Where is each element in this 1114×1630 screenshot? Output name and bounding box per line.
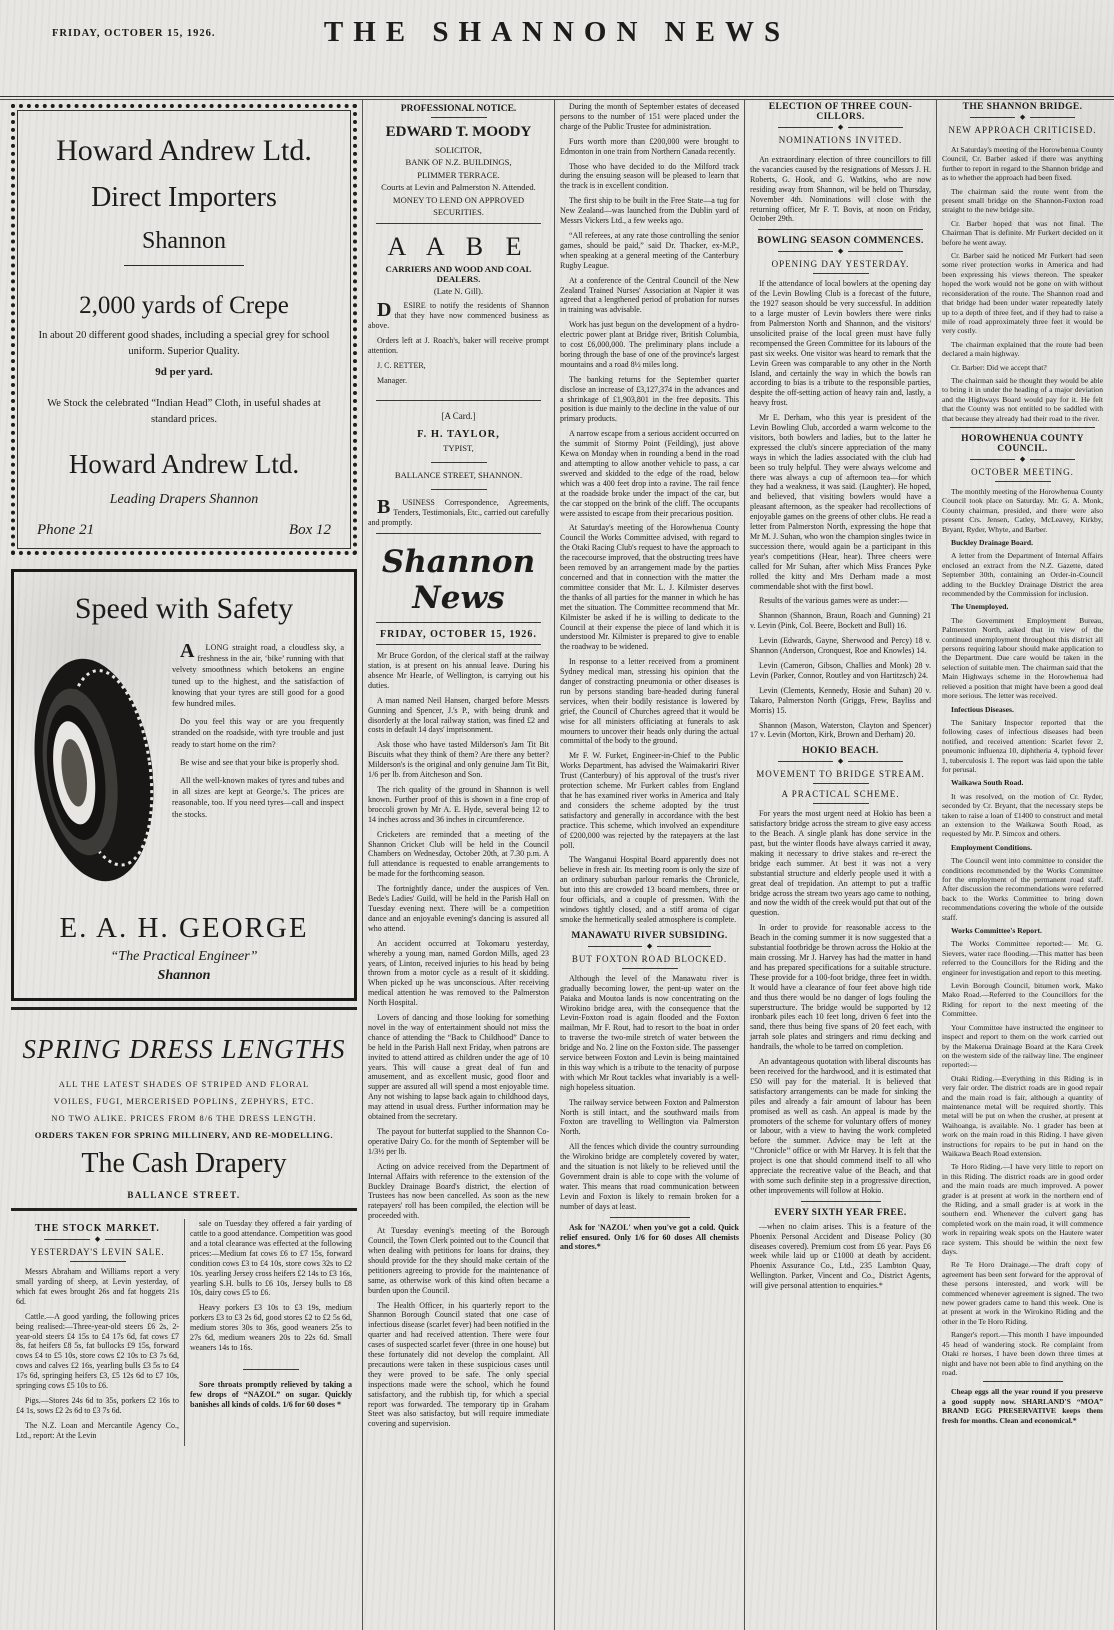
aabe-trade: CARRIERS AND WOOD AND COAL DEALERS. — [385, 263, 532, 284]
article-paragraph: The railway service between Foxton and Palmerston North is still intact, and the southward mails from Foxton are travelling to Wellington via Palmerston North. — [560, 1097, 739, 1137]
article-paragraph: Heavy porkers £3 10s to £3 19s, medium porkers £3 to £3 2s 6d, good stores £2 to £2 5s 6d, medium stores 30s to 36s, good weaners 25s to 27s 6d, medium weaners 20s to 22s 6d. Small weaners 14s to 16s. — [190, 1303, 352, 1352]
aabe-signature-role: Manager. — [377, 375, 407, 385]
news-paragraph: Ask those who have tasted Milderson's Jam Tit Bit Biscuits what they think of them? Are there any better? Milderson's is the original and only genuine Jam Tit Bit, 1/6 per lb. from Aitcheson and Son. — [368, 740, 549, 780]
ad-tagline: Leading Drapers Shannon — [109, 492, 259, 508]
section-heading: Works Committee's Report. — [951, 926, 1042, 936]
section-heading: Employment Conditions. — [951, 842, 1033, 852]
news-paragraph: At Saturday's meeting of the Horowhenua County Council the Works Committee advised, with regard to the Otaki Racing Club's request to have the approach to the racecourse improved, that the obstructing trees have been removed by an arrangement made by the parties concerned and that in connection with the matter the committee consider that Mr. L. J. Kilmister deserves the thanks of all parties for the manner in which he has met the situation. The Committee recommend that Mr. Kilmister be asked if he is willing to dedicate to the Council at their expense the piece of land which it is understood Mr. Kilmister is prepared to give to enable the roadway to be widened. — [560, 523, 739, 652]
short-rule — [813, 803, 869, 804]
shannon-news-masthead: Shannon News — [381, 544, 536, 617]
article-paragraph: An advantageous quotation with liberal discounts has been received for the hardwood, and it is estimated that £50 will pay for the material. It is believed that satisfactory arrangements can be made for sinking the piles and already a fair amount of labour has been promised as well as cash. An appeal is made by the promoters of the scheme for voluntary offers of money or labour, with a view to having the work completed before the summer. Advice may be left at the ‘‘Chronicle’’ office or with Mr Harvey. It is felt that the project is one that should commend itself to all who appreciate the recreative value of the Beach, and that with some such definite step in a progressive direction, other improvements will follow at Hokio. — [750, 1057, 931, 1195]
article-paragraph: Your Committee have instructed the engineer to inspect and report to them on the work carried out by the Makerua Drainage Board at the Kara Creek on the western side of the railway line. The engineer reported:— — [942, 1022, 1103, 1070]
column-3 — [554, 100, 744, 1630]
short-rule — [813, 273, 869, 274]
news-paragraph: An accident occurred at Tokomaru yesterday, whereby a young man, named Gordon Mills, aged 23 years, of Linton, received injuries to his head by being thrown from a motor cycle as a result of it skidding. When picked up he was unconscious. After receiving medical attention he was removed to the Palmerston North Hospital. — [368, 938, 549, 1008]
ad-line-bold: ORDERS TAKEN FOR SPRING MILLINERY, AND RE-MODELLING. — [34, 1130, 334, 1141]
rule — [376, 622, 541, 623]
section-heading: Infectious Diseases. — [951, 704, 1014, 714]
ad-subheadline: Direct Importers — [91, 182, 277, 213]
ad-line: ALL THE LATEST SHADES OF STRIPED AND FLORAL — [58, 1079, 310, 1090]
ad-copy — [172, 642, 344, 902]
match-result: Shannon (Shannon, Braun, Roach and Gunning) 21 v. Levin (Pink, Col. Beere, Bockett and Bull) 16. — [750, 611, 931, 631]
article-heading: ELECTION OF THREE COUN-CILLORS. — [768, 102, 913, 122]
news-paragraph: The fortnightly dance, under the auspices of Ven. Bede's Ladies' Guild, will be held in the Parish Hall on Tuesday evening next. There will be a competition dance and an enjoyable evening's dancing is assured all who attend. — [368, 884, 549, 933]
news-paragraph: Cricketers are reminded that a meeting of the Shannon Cricket Club will be held in the Council Chambers on Wednesday, October 20th, at 7.30 p.m. A full attendance is requested to enable arrangements to be made for the forthcoming season. — [368, 829, 549, 879]
ad-line: VOILES, FUGI, MERCERISED POPLINS, ZEPHYRS, ETC. — [53, 1096, 315, 1107]
news-paragraph: Furs worth more than £200,000 were brought to Edmonton in one train from Northern Canada recently. — [560, 136, 739, 156]
short-rule — [431, 489, 487, 490]
article-paragraph: It was resolved, on the motion of Cr. Ryder, seconded by Cr. Bryant, that the necessary steps be taken to raise a loan of £1400 to construct and metal an extension to the Waikawa South Road, as requested by Mr. P. Simcox and others. — [942, 791, 1103, 839]
ornament-divider — [970, 114, 1075, 121]
article-subheading: OCTOBER MEETING. — [971, 466, 1074, 477]
advertiser-location: Shannon — [157, 968, 211, 984]
article-paragraph: All the fences which divide the country surrounding the Wirokino bridge are completely covered by water, and the situation is not likely to be relieved until the Government drain is able to cope with the volume of water. This means that road communication between Levin and Foxton is likely to remain broken for a number of days at least. — [560, 1142, 739, 1211]
advertiser-name: The Cash Drapery — [81, 1148, 287, 1180]
box-number: Box 12 — [288, 522, 331, 539]
column-1 — [6, 100, 362, 1630]
short-rule — [622, 968, 678, 969]
ad-paragraph: All the well-known makes of tyres and tubes and in all sizes are kept at George.'s. The prices are reasonable, too. If you need tyres—call and inspect the stocks. — [172, 775, 344, 819]
stock-subcolumn-left — [11, 1219, 184, 1446]
column-grid — [6, 100, 1108, 1630]
rule — [376, 223, 541, 224]
column-5 — [936, 100, 1108, 1630]
article-subheading: BUT FOXTON ROAD BLOCKED. — [571, 953, 728, 964]
ornament-divider — [778, 248, 903, 255]
news-paragraph: Mr Bruce Gordon, of the clerical staff at the railway station, is at present on his annual leave. During his absence Mr Hearle, of Wellington, is carrying out his duties. — [368, 651, 549, 690]
short-rule — [813, 783, 869, 784]
section-heading: Waikawa South Road. — [951, 778, 1024, 788]
notice-line: SOLICITOR, — [435, 145, 482, 155]
advertiser-address: BALLANCE STREET. — [127, 1190, 241, 1201]
article-paragraph: The N.Z. Loan and Mercantile Agency Co., Ltd., report: At the Levin — [16, 1420, 179, 1440]
news-paragraph: In response to a letter received from a prominent Sydney medical man, stressing his opinion that the danger of constracting pneumonia or other diseases is run by persons standing bare-headed during funeral services, when their bodily resistance is lowered by grief, the Council of Churches agreed that it would be wise for all ministers officiating at funerals to ask mourners to uncover their heads only during the actual committal of the body to the ground. — [560, 657, 739, 746]
stock-market-section — [11, 1219, 357, 1446]
short-rule — [983, 1381, 1063, 1382]
news-paragraph: Those who have decided to do the Milford track during the ensuing season will be pleased to learn that the track is in excellent condition. — [560, 161, 739, 191]
phoenix-ad-heading: EVERY SIXTH YEAR FREE. — [774, 1207, 907, 1218]
article-subheading: MOVEMENT TO BRIDGE STREAM. — [756, 769, 925, 780]
aabe-ad-name: A A B E — [387, 231, 530, 261]
article-paragraph: Te Horo Riding.—I have very little to report on in this Riding. The district roads are in good order and the main roads are much improved. A power grader is at present at work in the northern end of the Riding, and a small grader is at work in the southern end. Whenever the culvert gang has completed work on the main road, it will commence work in repairing weak spots on the Hautere water race system. This should be within the next few days. — [942, 1162, 1103, 1257]
news-paragraph: The Health Officer, in his quarterly report to the Shannon Borough Council stated that one case of infectious disease (scarlet fever) had been notified in the quarter and had received attention. There were four cases of suspected scarlet fever (three in one house) but these fortunately did not develop the complaint. All precautions were taken in these suspicious cases until they were proved to be safe. The only special inspections made were the school, which he found satisfactory, and the rubbish tip, for which a special report was forwarded. The temporary tip in Graham Steet was also satisfactoy, but will require immediate covering and supervision. — [368, 1300, 549, 1429]
article-subheading: OPENING DAY YESTERDAY. — [771, 259, 910, 270]
advertiser-tagline: “The Practical Engineer” — [110, 949, 258, 965]
ad-headline: SPRING DRESS LENGTHS — [22, 1034, 346, 1065]
phoenix-ad-body: —when no claim arises. This is a feature of the Phoenix Personal Accident and Disease Policy (30 diseases covered). Premium cost from £6 year. Pays £6 week while laid up or £1000 at death by accident. Phoenix Assurance Co., Ltd., 235 Lambton Quay, Wellington. Parker, Vincent and Co., District Agents, will give personal attention to enquiries.* — [750, 1221, 931, 1291]
advertiser-name: E. A. H. GEORGE — [59, 912, 309, 945]
nazol-ad: Sore throats promptly relieved by taking a few drops of “NAZOL” on sugar. Quickly banishes all kinds of colds. 1/6 for 60 doses * — [190, 1379, 352, 1409]
indian-head-cloth: We Stock the celebrated “Indian Head” Cloth, in useful shades at standard prices. — [47, 397, 321, 426]
article-subheading: YESTERDAY'S LEVIN SALE. — [30, 1247, 165, 1258]
section-heading: Buckley Drainage Board. — [951, 538, 1034, 547]
crepe-offer: 2,000 yards of Crepe — [79, 292, 289, 319]
article-heading: THE SHANNON BRIDGE. — [962, 102, 1083, 112]
news-paragraph: The first ship to be built in the Free State—a tug for New Zealand—was launched from the Dublin yard of Messrs Vickers Ltd., a few weeks ago. — [560, 196, 739, 226]
article-heading: HOKIO BEACH. — [802, 746, 879, 757]
ad-location: Shannon — [142, 228, 226, 254]
article-paragraph: Although the level of the Manawatu river is gradually becoming lower, the pent-up water on the Paiaka and Moutoa lands is now concentrating on the Wirokino bridge area, with the consequence that the Levin-Foxton road is again flooded and the Foxton mailman, Mr F. Rout, had to resort to the boat in order to traverse the two-mile stretch of water between the bridge and No. 2 line on the Foxton side. The passenger service between Foxton and Levin is being maintained in this way which is a tribute to the tenacity of purpose with which Mr Rout tackles what invariably is a well-nigh hopeless situation. — [560, 973, 739, 1092]
stock-subcolumn-right — [184, 1219, 357, 1446]
ornament-divider — [970, 456, 1075, 463]
edition-date: FRIDAY, OCTOBER 15, 1926. — [380, 629, 537, 641]
news-paragraph: The banking returns for the September quarter disclose an increase of £3,127,374 in the advances and a shrinkage of £1,903,801 in the free deposits. This position is due mainly to the decline in the value of our primary products. — [560, 374, 739, 424]
george-tyre-ad — [11, 569, 357, 1001]
article-paragraph: The Council went into committee to consider the conditions recommended by the Works Committee for the employment of the permanent road staff. After discussion the recommendations were referred back to the Works Committee to bring down recommendations covering the whole of the outside staff. — [942, 856, 1103, 922]
short-rule — [431, 462, 487, 463]
short-rule — [995, 139, 1051, 140]
aabe-former: (Late N. Gill). — [433, 285, 484, 296]
contact-row — [29, 522, 339, 541]
ad-divider — [124, 265, 244, 266]
business-notice: BUSINESS Correspondence, Agreements, Tenders, Testimonials, Etc., carried out carefully and promptly. — [368, 496, 549, 528]
phone-number: Phone 21 — [37, 522, 95, 539]
ornament-divider — [588, 943, 711, 950]
article-paragraph: The chairman said he thought they would be able to bring it in under the heading of a major deviation and the Highways Board would pay for it. He felt that the County was not entitled to be saddled with that because they already had their road to the river. — [942, 375, 1103, 423]
article-paragraph: Cr. Barber hoped that was not final. The Chairman That is definite. Mr Furkert decided on it before he went away. — [942, 218, 1103, 247]
results-intro: Results of the various games were as under:— — [759, 596, 908, 606]
article-heading: THE STOCK MARKET. — [35, 1223, 160, 1235]
column-2 — [362, 100, 554, 1630]
cash-drapery-ad — [11, 1020, 357, 1200]
article-paragraph: Mr E. Derham, who this year is president of the Levin Bowling Club, accorded a warm welcome to the visitors, both bowlers and ladies, but to the latter he expressed the club's sincere appreciation of the many ways in which the ladies associated with the club had been so truly helpful. They were always welcome and there was always a cup of afternoon tea—for which they had a weakness, it was said. (Laughter). He hoped, and believed, that visiting bowlers would have a pleasant afternoon, as the speaker had recollections of enjoyable games on the greens of other clubs. He read a letter from Palmerston North, expressing the hope that Mr M. J. Suhan, who won the champion singles twice in succession there, would again be a participant in this year's competitions (Hear, hear). Three cheers were called for Mr Suhan, after which Miss Frances Pyke rolled the kitty and Mrs Derham made a most commendable shot with the first bowl. — [750, 413, 931, 591]
news-paragraph: A narrow escape from a serious accident occurred on the summit of Stormy Point (Feilding), just above Kewa on Monday when in rounding a bend in the road and attempting to allow another vehicle to pass, a car swerved and skidded to the edge of the road, below which was a 400 feet drop into a ravine. The rail fence at the roadside broke under the impact of the car, but the car stopped on the brink of the cliff. The occupants were assisted to escape from their precarious position. — [560, 429, 739, 518]
card-tag: [A Card.] — [441, 410, 476, 421]
egg-preservative-ad: Cheap eggs all the year round if you preserve a good supply now. SHARLAND'S “MOA” BRAND EGG PRESERVATIVE keeps them fresh for months. Clean and economical.* — [942, 1387, 1103, 1425]
ad-paragraph: Do you feel this way or are you frequently stranded on the roadside, with tyre trouble and just ready to start home on the rim? — [172, 717, 344, 749]
article-paragraph: The monthly meeting of the Horowhenua County Council took place on Saturday. Mr. G. A. Monk, County chairman, presided, and there were also present Crs. Jensen, Catley, McLeavey, Kirkby, Bryant, Ryder, Whyte, and Barber. — [942, 486, 1103, 534]
article-heading: HOROWHENUA COUNTY COUNCIL. — [961, 433, 1084, 454]
article-subheading: A PRACTICAL SCHEME. — [781, 789, 900, 800]
rule — [758, 229, 923, 230]
article-paragraph: Ranger's report.—This month I have impounded 45 head of wandering stock. Re complaint from Otaki re horses, I have been down three times at night and have not been able to find anything on the road. — [942, 1330, 1103, 1377]
column-4 — [744, 100, 936, 1630]
solicitor-name: EDWARD T. MOODY — [385, 124, 532, 140]
article-paragraph: If the attendance of local bowlers at the opening day of the Levin Bowling Club is a forecast of the future, the 1927 season should be very successful. In addition to a large muster of Levin bowlers there were rinks from Palmerston North and Shannon, and the visitors' unsolicited praise of the local green must have fully recompensed the Green Committee for its labours of the past six weeks. One visitor was heard to remark that the Levin Green was comparable to any other in the North Island, and certainly the way in which the bowls ran according to bias is a tribute to the responsible parties, despite the off-setting action of heavy rain and, lastly, a heavy frost. — [750, 279, 931, 408]
typist-name: F. H. TAYLOR, — [417, 428, 500, 440]
ornament-divider — [778, 124, 903, 131]
aabe-body: Orders left at J. Roach's, baker will receive prompt attention. — [368, 335, 549, 355]
crepe-price: 9d per yard. — [155, 365, 213, 378]
notice-line: PLIMMER TERRACE. — [417, 169, 500, 180]
aabe-body: DESIRE to notify the residents of Shannon that they have now commenced business as above. — [368, 299, 549, 330]
news-paragraph: The Wanganui Hospital Board apparently does not believe in fresh air. Its meeting room is only the size of an ordinary suburban parlour remarks the Chronicle, but into this are crowded 13 board members, three or four officials, and a couple of pressmen. With the windows tightly closed, and a stiff aroma of cigar smoke the hermetically sealed atmosphere is complete. — [560, 855, 739, 924]
rule — [376, 400, 541, 401]
section-rule — [11, 1007, 357, 1010]
typist-role: TYPIST, — [443, 442, 474, 453]
notice-line: BANK OF N.Z. BUILDINGS, — [405, 157, 512, 168]
article-paragraph: A letter from the Department of Internal Affairs enclosed an extract from the N.Z. Gazette, dated September 30th, containing an Order-in-Council adding to the Buckley Drainage District the area recommended by the Commission for inclusion. — [942, 551, 1103, 599]
rule — [376, 533, 541, 534]
section-heading: The Unemployed. — [951, 602, 1009, 612]
ornament-divider — [778, 758, 903, 765]
crepe-detail: In about 20 different good shades, including a special grey for school uniform. Superior Quality. — [38, 330, 330, 357]
news-paragraph: At Tuesday evening's meeting of the Borough Council, the Town Clerk pointed out to the Council that when dealing with petitions for loans for drains, they should provide for the they should make certain of the petitioners agreeing to provide for the maintenance of same, as otherwise work of this kind often became a burden upon the Council. — [368, 1226, 549, 1295]
news-paragraph: During the month of September estates of deceased persons to the number of 151 were placed under the charge of the Public Trustee for administration. — [560, 102, 739, 131]
rule — [376, 644, 541, 645]
ad-headline: Speed with Safety — [74, 592, 294, 626]
ornament-divider — [44, 1236, 151, 1243]
howard-andrew-ad — [11, 104, 357, 555]
short-rule — [801, 1201, 881, 1202]
article-paragraph: Cr. Barber said he noticed Mr Furkert had seen some river protection works in America and had been expressing his views thereon. The speaker hoped the work would not be gone on with without reconsideration of the route. The Shannon road and that bridge had been under water repeatedly lately up to a depth of three feet, and if they had to raise a mile of road approximately three feet it would be very costly. — [942, 251, 1103, 336]
nazol-ad: Ask for 'NAZOL' when you've got a cold. Quick relief ensured. Only 1/6 for 60 doses All chemists and stores.* — [560, 1222, 739, 1252]
short-rule — [431, 117, 487, 118]
match-result: Levin (Cameron, Gibson, Challies and Monk) 28 v. Levin (Parker, Connor, Routley and von Hartitzsch) 24. — [750, 660, 931, 680]
notice-line: Courts at Levin and Palmerston N. Attended. — [381, 182, 536, 193]
news-paragraph: The payout for butterfat supplied to the Shannon Co-operative Dairy Co. for the month of September will be 1/3½ per lb. — [368, 1127, 549, 1156]
article-subheading: NEW APPROACH CRITICISED. — [948, 125, 1097, 135]
news-paragraph: A man named Neil Hansen, charged before Messrs Gunning and Spencer, J.'s P., with being drunk and disorderly at the local railway station, was fined £2 and costs in default 14 days' imprisonment. — [368, 695, 549, 735]
aabe-signature: J. C. RETTER, — [377, 360, 426, 370]
match-result: Levin (Clements, Kennedy, Hosie and Suhan) 20 v. Takaro, Palmerston North (Griggs, Frew, Bayliss and Morris) 15. — [750, 685, 931, 715]
article-paragraph: The Government Employment Bureau, Palmerston North, asked that in view of the continued unemployment throughout this district all persons requiring labour should make application to the Department. Due care would be taken in the selection of suitable men. The chairman said that the Main Highways scheme in the Horowhenua had relieved a position that might have been a good deal more serious. The letter was received. — [942, 615, 1103, 701]
news-paragraph: Lovers of dancing and those looking for something novel in the way of entertainment should not miss the chance of attending the “Back to Childhood” Dance to be held in the Parish Hall next Friday, when patrons are invited to attend attired as children under the age of 10 years. This will cause a great deal of fun and amusement, and as excellent music, good floor and supper are assured all will spend a most enjoyable time. Any not wishing to lapse back again to childhood days, may attend in usual dress. Further information may be obtained from the secretary. — [368, 1013, 549, 1122]
ad-headline: Howard Andrew Ltd. — [56, 134, 312, 167]
rule — [950, 427, 1095, 428]
article-paragraph: sale on Tuesday they offered a fair yarding of cattle to a good attendance. Competition was good and a total clearance was effected at the following prices:—Medium fat cows £6 to £7 15s, forward condition cows £3 to £4 10s, store cows 32s to £2 10s. yearling Jersey cross heifers £2 14s to £3 16s, yearling S.H. bulls to £6 10s, Jersey bulls to £8 10s, dairy cows £5 to £6. — [190, 1219, 352, 1298]
notice-line: MONEY TO LEND ON APPROVED SECURITIES. — [392, 194, 525, 218]
masthead — [0, 14, 1114, 100]
news-paragraph: Mr F. W. Furket, Engineer-in-Chief to the Public Works Department, has advised the Waimakariri River Trust (Canterbury) of his approval of the trust's river protection scheme. Mr Furkert cables from England that he has examined river works in America and Italy and considers the scheme adopted by the trust satisfactory and generally in accordance with the best practice. This scheme, which involved an expenditure of £200,000 was rejected by the ratepayers at the last poll. — [560, 751, 739, 850]
short-rule — [813, 149, 869, 150]
article-paragraph: Re Te Horo Drainage.—The draft copy of agreement has been sent forward for the approval of these persons interested, and work will be commenced whenever agreement is signed. The two new power graders came to hand this week. One is at present at work in the Wirokino Riding and the other in the Te Horo Riding. — [942, 1260, 1103, 1326]
article-heading: BOWLING SEASON COMMENCES. — [757, 236, 924, 247]
issue-date: FRIDAY, OCTOBER 15, 1926. — [52, 28, 216, 39]
news-paragraph: “All referees, at any rate those controlling the senior games, should be paid,” said Dr. Thacker, ex-M.P., when speaking at a general meeting of the Canterbury Rugby League. — [560, 230, 739, 270]
tyre-illustration-icon — [24, 642, 164, 902]
article-paragraph: Levin Borough Council, bitumen work, Mako Mako Road.—Referred to the Councillors for the Riding for report to the next meeting of the Committee. — [942, 981, 1103, 1019]
article-paragraph: The Sanitary Inspector reported that the following cases of infectious diseases had been notified, and received attention: Scarlet fever 2, pneumonic influenza 10, diphtheria 4, typhoid fever 1, tuberculosis 1. The report was laid upon the table for perusal. — [942, 717, 1103, 774]
news-paragraph: Work has just begun on the development of a hydro-electric power plant at Bridge river, British Columbia, to cost £6,000,000. The preliminary plans include a boring through the base of one of the province's largest mountains and a road 8½ miles long. — [560, 320, 739, 369]
section-rule — [11, 1208, 357, 1211]
article-paragraph: Cr. Barber: Did we accept that? — [951, 362, 1047, 372]
article-paragraph: Messrs Abraham and Williams report a very small yarding of sheep, at Levin yesterday, of which fat ewes brought 26s and fat hoggets 21s 6d. — [16, 1267, 179, 1306]
ad-paragraph: Be wise and see that your bike is properly shod. — [180, 757, 339, 767]
news-paragraph: Acting on advice received from the Department of Internal Affairs with reference to the extension of the Buckley Drainage Board's district, the election of Trustees has now been cancelled. As soon as the new ratepayers' roll has been compiled, the election will be proceeded with. — [368, 1161, 549, 1221]
article-paragraph: For years the most urgent need at Hokio has been a satisfactory bridge across the stream to give easy access to the Beach. A single plank has done service in the past, but the winter floods have always carried it away, making it necessary to drive stakes and re-erect the bridge each summer. At best it was not a very substantial structure and elderly people used it with a great deal of trepidation. An attempt to put a traffic bridge across the stream two years ago came to nothing, and now the width of the creek would put that out of the question. — [750, 809, 931, 918]
short-rule — [70, 1261, 126, 1262]
short-rule — [243, 1369, 299, 1370]
ad-paragraph: ALONG straight road, a cloudless sky, a freshness in the air, ‘bike’ running with that velvety smoothness which betokens an engine tuned up to the highest, and the satisfaction of knowing that your tyres are still good for a good few hundred miles. — [172, 640, 344, 709]
article-paragraph: In order to provide for reasonable access to the Beach in the coming summer it is now suggested that a substantial footbridge be thrown across the Hokio at the main crossing. Mr J. Harvey has had the matter in hand and has prepared specifications for a suitable structure. These provide for a 100-foot bridge, three feet in width. It would have a clearance of four feet above high tide and thus there would be no danger of logs fouling the superstructure. The bridge would be supported by 12 ironbark piles each 10 feet long, driven 6 feet into the sand, there thus being five spans of 20 feet each, with jarrah sole plates and stringers and rimu decking and handrails, the whole to be tarred on completion. — [750, 923, 931, 1052]
article-paragraph: At Saturday's meeting of the Horowhenua County Council, Cr. Barber asked if there was anything further to report in regard to the Shannon bridge and as to whether the approach had been fixed. — [942, 145, 1103, 183]
news-paragraph: At a conference of the Central Council of the New Zealand Trained Nurses' Association at Napier it was agreed that a lengthened period of probation for nurses in training was advisable. — [560, 275, 739, 315]
typist-address: BALLANCE STREET, SHANNON. — [394, 469, 523, 480]
match-result: Shannon (Mason, Waterston, Clayton and Spencer) 17 v. Levin (Morton, Kirk, Brown and Derham) 20. — [750, 720, 931, 740]
short-rule — [610, 1217, 690, 1218]
article-paragraph: An extraordinary election of three councillors to fill the vacancies caused by the resignations of Messrs J. H. Roberts, G. Hook, and G. Watkins, who are now residing away from Shannon, wil be held on Thursday, November 4th. Nominations will close with the returning officer, Mr F. T. Bovis, at noon on Friday, October 29th. — [750, 155, 931, 224]
news-paragraph: The rich quality of the ground in Shannon is well known. Further proof of this is shown in a fine crop of broccoli grown by Mr A. E. Hyde, several being 12 to 14 inches across and 36 inches in circumference. — [368, 785, 549, 824]
paper-title: THE SHANNON NEWS — [323, 16, 791, 48]
ad-line: NO TWO ALIKE. PRICES FROM 8/6 THE DRESS LENGTH. — [51, 1113, 317, 1124]
match-result: Levin (Edwards, Gayne, Sherwood and Percy) 18 v. Shannon (Anderson, Cronquest, Roe and Knowles) 14. — [750, 636, 931, 656]
article-paragraph: The chairman explained that the route had been declared a main highway. — [942, 339, 1103, 359]
article-subheading: NOMINATIONS INVITED. — [778, 135, 903, 145]
article-paragraph: The Works Committee reported:— Mr. G. Sievers, water race flooding.—This matter has been referred to the Councillors for the Riding and the engineer for investigation and report to this meeting. — [942, 939, 1103, 977]
article-paragraph: The chairman said the route went from the present small bridge on the Shannon-Foxton road straight to the new bridge site. — [942, 186, 1103, 215]
short-rule — [995, 481, 1051, 482]
notice-heading: PROFESSIONAL NOTICE. — [400, 104, 517, 114]
ad-signature: Howard Andrew Ltd. — [68, 449, 300, 480]
article-paragraph: Cattle.—A good yarding, the following prices being realised:—Three-year-old steers £6 2s, 2-year-old steers £4 15s to £4 17s 6d, fat cows £7 8s, fat heifers £8 5s, fat bullocks £9 15s, forward cows £4 to £5 10s, store cows £2 10s to £3 7s 6d, cows and calves £2 16s, yearling bulls £3 5s to £4 17s 6d, springing heifers £3, £5 12s 6d to £7 10s, springing cows £5 10s to £6. — [16, 1311, 179, 1391]
article-heading: MANAWATU RIVER SUBSIDING. — [571, 930, 728, 941]
article-paragraph: Pigs.—Stores 24s 6d to 35s, porkers £2 16s to £4 1s, sows £2 2s 6d to £3 7s 6d. — [16, 1395, 179, 1415]
article-paragraph: Otaki Riding.—Everything in this Riding is in very fair order. The district roads are in good repair and the main road is fair, although a quantity of maintenance metal will be required shortly. This metal will be put on when the crusher, at present at Waihoanga, is available. No. 1 grader has been at work on the main road in this Riding. I have given instructions for repairs to be put in hand on the Waikawa Beach Road extension. — [942, 1073, 1103, 1158]
